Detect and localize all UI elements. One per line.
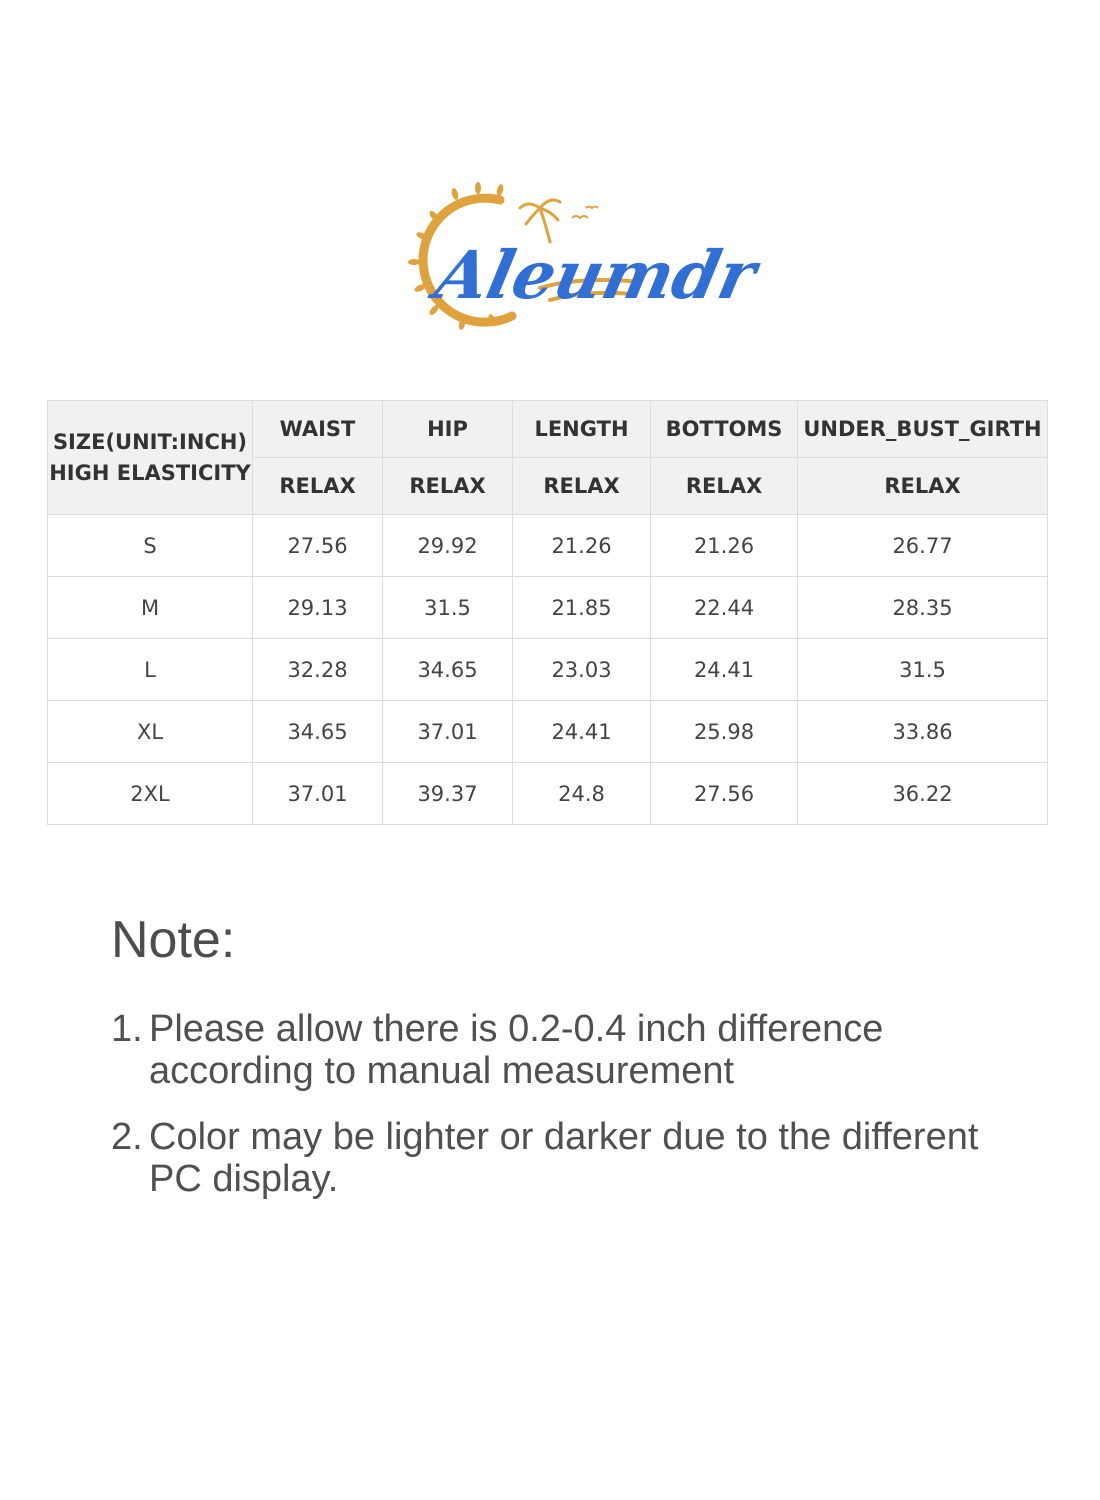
value-cell: 22.44 bbox=[651, 577, 798, 639]
subheader-relax: RELAX bbox=[651, 458, 798, 515]
value-cell: 31.5 bbox=[383, 577, 513, 639]
note-text: Please allow there is 0.2-0.4 inch difference according to manual measurement bbox=[149, 1008, 884, 1092]
table-header-row bbox=[48, 401, 1048, 458]
value-cell: 29.92 bbox=[383, 515, 513, 577]
value-cell: 39.37 bbox=[383, 763, 513, 825]
column-header-bottoms: BOTTOMS bbox=[651, 401, 798, 458]
column-header-under-bust-girth: UNDER_BUST_GIRTH bbox=[798, 401, 1048, 458]
value-cell: 29.13 bbox=[253, 577, 383, 639]
value-cell: 32.28 bbox=[253, 639, 383, 701]
value-cell: 37.01 bbox=[253, 763, 383, 825]
subheader-relax: RELAX bbox=[513, 458, 651, 515]
value-cell: 31.5 bbox=[798, 639, 1048, 701]
value-cell: 37.01 bbox=[383, 701, 513, 763]
size-cell: XL bbox=[48, 701, 253, 763]
value-cell: 34.65 bbox=[383, 639, 513, 701]
table-row bbox=[48, 577, 1048, 639]
note-number: 2. bbox=[111, 1116, 143, 1158]
note-number: 1. bbox=[111, 1008, 143, 1050]
value-cell: 21.26 bbox=[651, 515, 798, 577]
value-cell: 23.03 bbox=[513, 639, 651, 701]
value-cell: 27.56 bbox=[651, 763, 798, 825]
value-cell: 33.86 bbox=[798, 701, 1048, 763]
note-item bbox=[111, 1008, 1011, 1092]
column-header-length: LENGTH bbox=[513, 401, 651, 458]
value-cell: 34.65 bbox=[253, 701, 383, 763]
table-row bbox=[48, 701, 1048, 763]
size-chart-table bbox=[47, 400, 1048, 825]
value-cell: 24.8 bbox=[513, 763, 651, 825]
value-cell: 28.35 bbox=[798, 577, 1048, 639]
size-cell: 2XL bbox=[48, 763, 253, 825]
value-cell: 21.85 bbox=[513, 577, 651, 639]
value-cell: 24.41 bbox=[651, 639, 798, 701]
table-row bbox=[48, 515, 1048, 577]
size-cell: M bbox=[48, 577, 253, 639]
note-title: Note: bbox=[111, 911, 236, 969]
value-cell: 36.22 bbox=[798, 763, 1048, 825]
note-list bbox=[111, 1008, 1011, 1224]
subheader-relax: RELAX bbox=[253, 458, 383, 515]
value-cell: 25.98 bbox=[651, 701, 798, 763]
table-row bbox=[48, 639, 1048, 701]
column-header-waist: WAIST bbox=[253, 401, 383, 458]
sun-palm-logo-icon bbox=[400, 178, 763, 338]
column-header-hip: HIP bbox=[383, 401, 513, 458]
value-cell: 24.41 bbox=[513, 701, 651, 763]
size-cell: L bbox=[48, 639, 253, 701]
subheader-relax: RELAX bbox=[798, 458, 1048, 515]
size-cell: S bbox=[48, 515, 253, 577]
table-row bbox=[48, 763, 1048, 825]
note-text: Color may be lighter or darker due to the different PC display. bbox=[149, 1116, 979, 1200]
brand-name: Aleumdr bbox=[429, 235, 763, 314]
value-cell: 21.26 bbox=[513, 515, 651, 577]
brand-logo bbox=[400, 178, 763, 338]
value-cell: 27.56 bbox=[253, 515, 383, 577]
value-cell: 26.77 bbox=[798, 515, 1048, 577]
note-item bbox=[111, 1116, 1011, 1200]
subheader-relax: RELAX bbox=[383, 458, 513, 515]
size-unit-header: SIZE(UNIT:INCH) HIGH ELASTICITY bbox=[48, 401, 253, 515]
